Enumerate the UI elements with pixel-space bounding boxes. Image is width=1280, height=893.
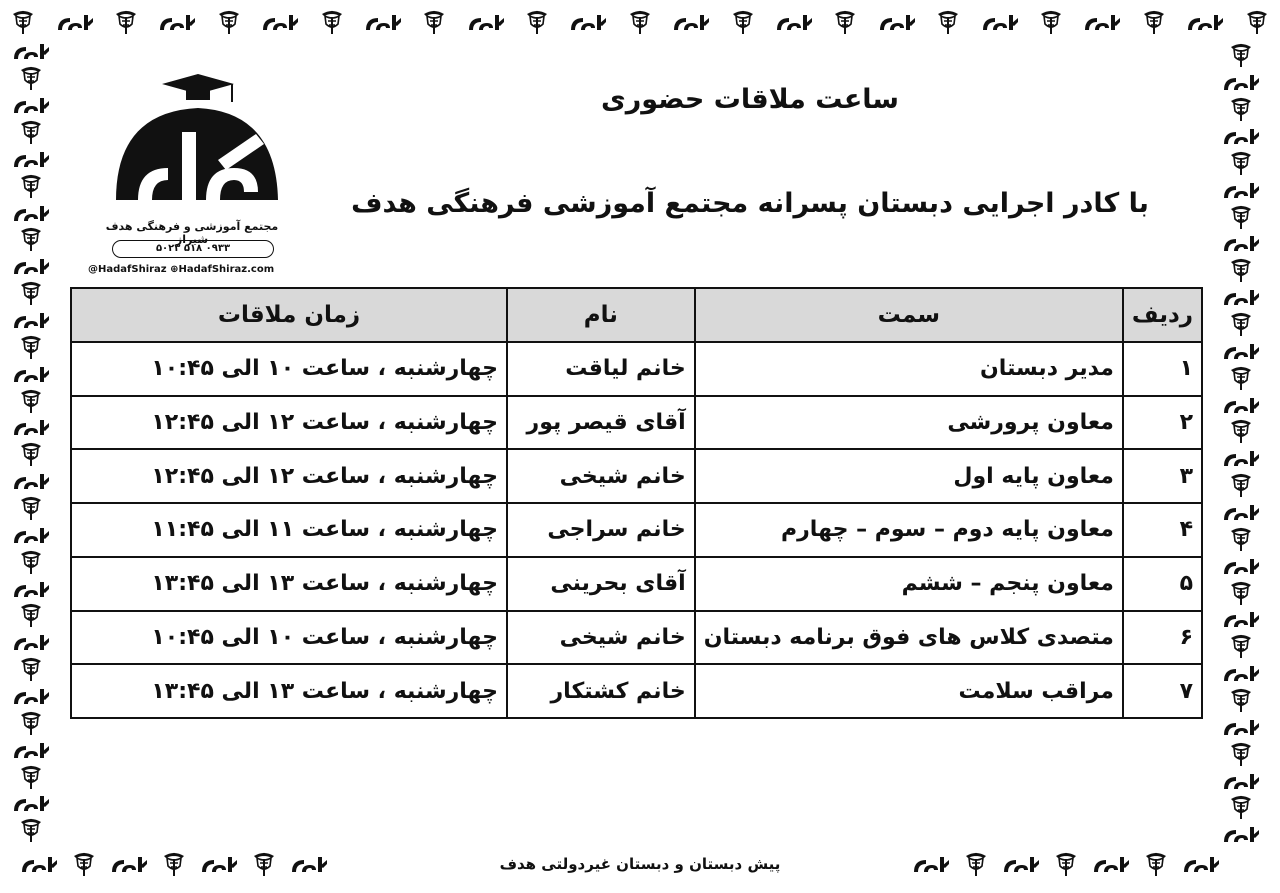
hadaf-logo-icon — [569, 12, 607, 32]
hadaf-logo-icon — [12, 203, 50, 223]
emblem-icon — [1142, 850, 1170, 878]
hadaf-logo-icon — [1083, 12, 1121, 32]
emblem-icon — [1227, 149, 1255, 177]
hadaf-logo-icon — [1222, 771, 1260, 791]
emblem-icon — [17, 440, 45, 468]
row-name: آقای بحرینی — [507, 557, 695, 611]
emblem-icon — [112, 8, 140, 36]
row-index: ۷ — [1123, 664, 1202, 718]
hadaf-logo-icon — [56, 12, 94, 32]
row-index: ۳ — [1123, 449, 1202, 503]
hadaf-logo-icon — [12, 417, 50, 437]
hadaf-logo-icon — [1222, 502, 1260, 522]
hadaf-logo-icon — [1222, 233, 1260, 253]
hadaf-logo-icon — [1222, 448, 1260, 468]
emblem-icon — [17, 709, 45, 737]
hadaf-logo-icon — [1222, 72, 1260, 92]
hadaf-logo-icon — [12, 471, 50, 491]
row-meeting-time: چهارشنبه ، ساعت ۱۲ الی ۱۲:۴۵ — [71, 396, 507, 450]
emblem-icon — [1037, 8, 1065, 36]
emblem-icon — [17, 494, 45, 522]
hadaf-logo-icon — [1222, 341, 1260, 361]
hadaf-logo-icon — [878, 12, 916, 32]
hadaf-logo-icon — [12, 632, 50, 652]
emblem-icon — [1227, 41, 1255, 69]
row-position: معاون پایه اول — [695, 449, 1123, 503]
hadaf-logo-icon — [1222, 609, 1260, 629]
hadaf-logo-icon — [290, 854, 328, 874]
emblem-icon — [17, 64, 45, 92]
row-name: خانم کشتکار — [507, 664, 695, 718]
row-position: مراقب سلامت — [695, 664, 1123, 718]
emblem-icon — [17, 763, 45, 791]
border-bottom-left — [20, 846, 328, 882]
table-row — [71, 557, 1202, 611]
row-index: ۶ — [1123, 611, 1202, 665]
emblem-icon — [17, 118, 45, 146]
school-logo — [88, 72, 302, 282]
emblem-icon — [420, 8, 448, 36]
table-row — [71, 396, 1202, 450]
emblem-icon — [1052, 850, 1080, 878]
border-top — [0, 4, 1280, 40]
emblem-icon — [1227, 417, 1255, 445]
hadaf-logo-icon — [20, 854, 58, 874]
emblem-icon — [523, 8, 551, 36]
emblem-icon — [1227, 740, 1255, 768]
emblem-icon — [17, 279, 45, 307]
border-left — [2, 40, 60, 846]
emblem-icon — [1227, 525, 1255, 553]
hadaf-logo-icon — [12, 686, 50, 706]
emblem-icon — [17, 387, 45, 415]
emblem-icon — [1227, 471, 1255, 499]
emblem-icon — [1227, 793, 1255, 821]
emblem-icon — [1227, 364, 1255, 392]
emblem-icon — [1227, 256, 1255, 284]
hadaf-logo-icon — [1186, 12, 1224, 32]
emblem-icon — [17, 172, 45, 200]
row-position: معاون پنجم – ششم — [695, 557, 1123, 611]
emblem-icon — [9, 8, 37, 36]
hadaf-logo-icon — [261, 12, 299, 32]
emblem-icon — [17, 601, 45, 629]
row-position: معاون پایه دوم – سوم – چهارم — [695, 503, 1123, 557]
table-row — [71, 342, 1202, 396]
column-header-position: سمت — [695, 288, 1123, 342]
emblem-icon — [250, 850, 278, 878]
emblem-icon — [17, 225, 45, 253]
hadaf-logo-icon — [1222, 717, 1260, 737]
hadaf-logo-icon — [106, 72, 286, 222]
row-name: خانم لیاقت — [507, 342, 695, 396]
hadaf-logo-icon — [912, 854, 950, 874]
row-position: معاون پرورشی — [695, 396, 1123, 450]
hadaf-logo-icon — [12, 95, 50, 115]
row-meeting-time: چهارشنبه ، ساعت ۱۰ الی ۱۰:۴۵ — [71, 611, 507, 665]
table-row — [71, 503, 1202, 557]
hadaf-logo-icon — [12, 256, 50, 276]
row-position: متصدی کلاس های فوق برنامه دبستان — [695, 611, 1123, 665]
emblem-icon — [1227, 95, 1255, 123]
hadaf-logo-icon — [12, 41, 50, 61]
row-meeting-time: چهارشنبه ، ساعت ۱۳ الی ۱۳:۴۵ — [71, 557, 507, 611]
row-index: ۲ — [1123, 396, 1202, 450]
page-title: ساعت ملاقات حضوری — [601, 84, 899, 115]
column-header-name: نام — [507, 288, 695, 342]
hadaf-logo-icon — [12, 740, 50, 760]
hadaf-logo-icon — [12, 149, 50, 169]
hadaf-logo-icon — [1002, 854, 1040, 874]
logo-caption: مجتمع آموزشی و فرهنگی هدف شیراز — [105, 220, 279, 246]
emblem-icon — [215, 8, 243, 36]
emblem-icon — [160, 850, 188, 878]
row-meeting-time: چهارشنبه ، ساعت ۱۰ الی ۱۰:۴۵ — [71, 342, 507, 396]
hadaf-logo-icon — [158, 12, 196, 32]
logo-social-handles: @HadafShiraz ⊕HadafShiraz.com — [88, 264, 275, 275]
logo-phone: ۰۹۳۳ ۵۱۸ ۵۰۲۳ — [112, 240, 274, 258]
page-subtitle: با کادر اجرایی دبستان پسرانه مجتمع آموزشی فرهنگی هدف — [351, 188, 1149, 219]
column-header-index: ردیف — [1123, 288, 1202, 342]
hadaf-logo-icon — [12, 579, 50, 599]
hadaf-logo-icon — [200, 854, 238, 874]
row-index: ۱ — [1123, 342, 1202, 396]
emblem-icon — [17, 816, 45, 844]
emblem-icon — [318, 8, 346, 36]
row-name: خانم شیخی — [507, 611, 695, 665]
emblem-icon — [17, 333, 45, 361]
column-header-meeting-time: زمان ملاقات — [71, 288, 507, 342]
emblem-icon — [1140, 8, 1168, 36]
emblem-icon — [729, 8, 757, 36]
meeting-schedule-table — [70, 287, 1203, 719]
emblem-icon — [1227, 310, 1255, 338]
row-meeting-time: چهارشنبه ، ساعت ۱۳ الی ۱۳:۴۵ — [71, 664, 507, 718]
emblem-icon — [17, 655, 45, 683]
emblem-icon — [1227, 203, 1255, 231]
hadaf-logo-icon — [1222, 395, 1260, 415]
emblem-icon — [17, 548, 45, 576]
hadaf-logo-icon — [1222, 126, 1260, 146]
footer-text: پیش دبستان و دبستان غیردولتی هدف — [499, 855, 781, 873]
hadaf-logo-icon — [364, 12, 402, 32]
emblem-icon — [1227, 686, 1255, 714]
hadaf-logo-icon — [110, 854, 148, 874]
emblem-icon — [962, 850, 990, 878]
emblem-icon — [1243, 8, 1271, 36]
table-header-row — [71, 288, 1202, 342]
border-bottom — [0, 846, 1280, 882]
hadaf-logo-icon — [467, 12, 505, 32]
emblem-icon — [626, 8, 654, 36]
table-row — [71, 611, 1202, 665]
border-right — [1212, 40, 1270, 846]
emblem-icon — [1227, 632, 1255, 660]
hadaf-logo-icon — [1182, 854, 1220, 874]
row-position: مدیر دبستان — [695, 342, 1123, 396]
row-name: خانم شیخی — [507, 449, 695, 503]
hadaf-logo-icon — [1092, 854, 1130, 874]
row-meeting-time: چهارشنبه ، ساعت ۱۲ الی ۱۲:۴۵ — [71, 449, 507, 503]
hadaf-logo-icon — [1222, 287, 1260, 307]
emblem-icon — [70, 850, 98, 878]
hadaf-logo-icon — [1222, 180, 1260, 200]
hadaf-logo-icon — [1222, 663, 1260, 683]
row-meeting-time: چهارشنبه ، ساعت ۱۱ الی ۱۱:۴۵ — [71, 503, 507, 557]
hadaf-logo-icon — [1222, 824, 1260, 844]
hadaf-logo-icon — [12, 525, 50, 545]
hadaf-logo-icon — [12, 310, 50, 330]
row-index: ۴ — [1123, 503, 1202, 557]
hadaf-logo-icon — [775, 12, 813, 32]
hadaf-logo-icon — [1222, 556, 1260, 576]
table-row — [71, 449, 1202, 503]
border-bottom-right — [912, 846, 1220, 882]
table-row — [71, 664, 1202, 718]
hadaf-logo-icon — [981, 12, 1019, 32]
emblem-icon — [1227, 579, 1255, 607]
emblem-icon — [934, 8, 962, 36]
hadaf-logo-icon — [672, 12, 710, 32]
row-name: خانم سراجی — [507, 503, 695, 557]
row-index: ۵ — [1123, 557, 1202, 611]
row-name: آقای قیصر پور — [507, 396, 695, 450]
hadaf-logo-icon — [12, 364, 50, 384]
emblem-icon — [831, 8, 859, 36]
hadaf-logo-icon — [12, 793, 50, 813]
